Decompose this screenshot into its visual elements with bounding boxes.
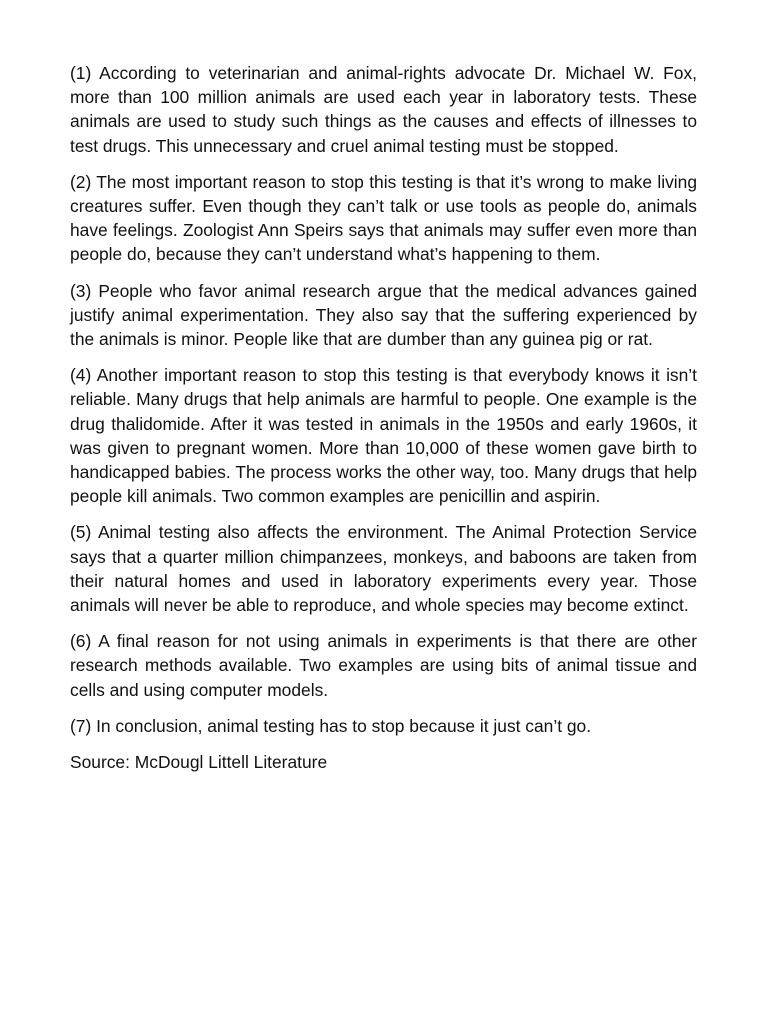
- paragraph-3: (3) People who favor animal research argue that the medical advances gained justify animal experimentation. They also say that the suffering experienced by the animals is minor. People like that are dumber than any guinea pig or rat.: [70, 280, 697, 350]
- source-citation: Source: McDougl Littell Literature: [70, 752, 328, 773]
- document-page: [70, 61, 697, 774]
- paragraph-6: (6) A final reason for not using animals in experiments is that there are other research methods available. Two examples are using bits of animal tissue and cells and using computer models.: [70, 631, 697, 700]
- paragraph-1: (1) According to veterinarian and animal-rights advocate Dr. Michael W. Fox, more than 100 million animals are used each year in laboratory tests. These animals are used to study such things as the causes and effects of illnesses to test drugs. This unnecessary and cruel animal testing must be stopped.: [70, 63, 697, 156]
- paragraph-5: (5) Animal testing also affects the environment. The Animal Protection Service says that a quarter million chimpanzees, monkeys, and baboons are taken from their natural homes and used in laboratory experiments every year. Those animals will never be able to reproduce, and whole species may become extinct.: [70, 522, 697, 616]
- paragraph-7: (7) In conclusion, animal testing has to stop because it just can’t go.: [70, 715, 592, 736]
- paragraph-2: (2) The most important reason to stop this testing is that it’s wrong to make living creatures suffer. Even though they can’t talk or use tools as people do, animals have feelings. Zoologist Ann Speirs says that animals may suffer even more than people do, because they can’t understand what’s happening to them.: [70, 171, 697, 265]
- paragraph-4: (4) Another important reason to stop this testing is that everybody knows it isn’t reliable. Many drugs that help animals are harmful to people. One example is the drug thalidomide. After it was tested in animals in the 1950s and early 1960s, it was given to pregnant women. More than 10,000 of these women gave birth to handicapped babies. The process works the other way, too. Many drugs that help people kill animals. Two common examples are penicillin and aspirin.: [70, 365, 697, 507]
